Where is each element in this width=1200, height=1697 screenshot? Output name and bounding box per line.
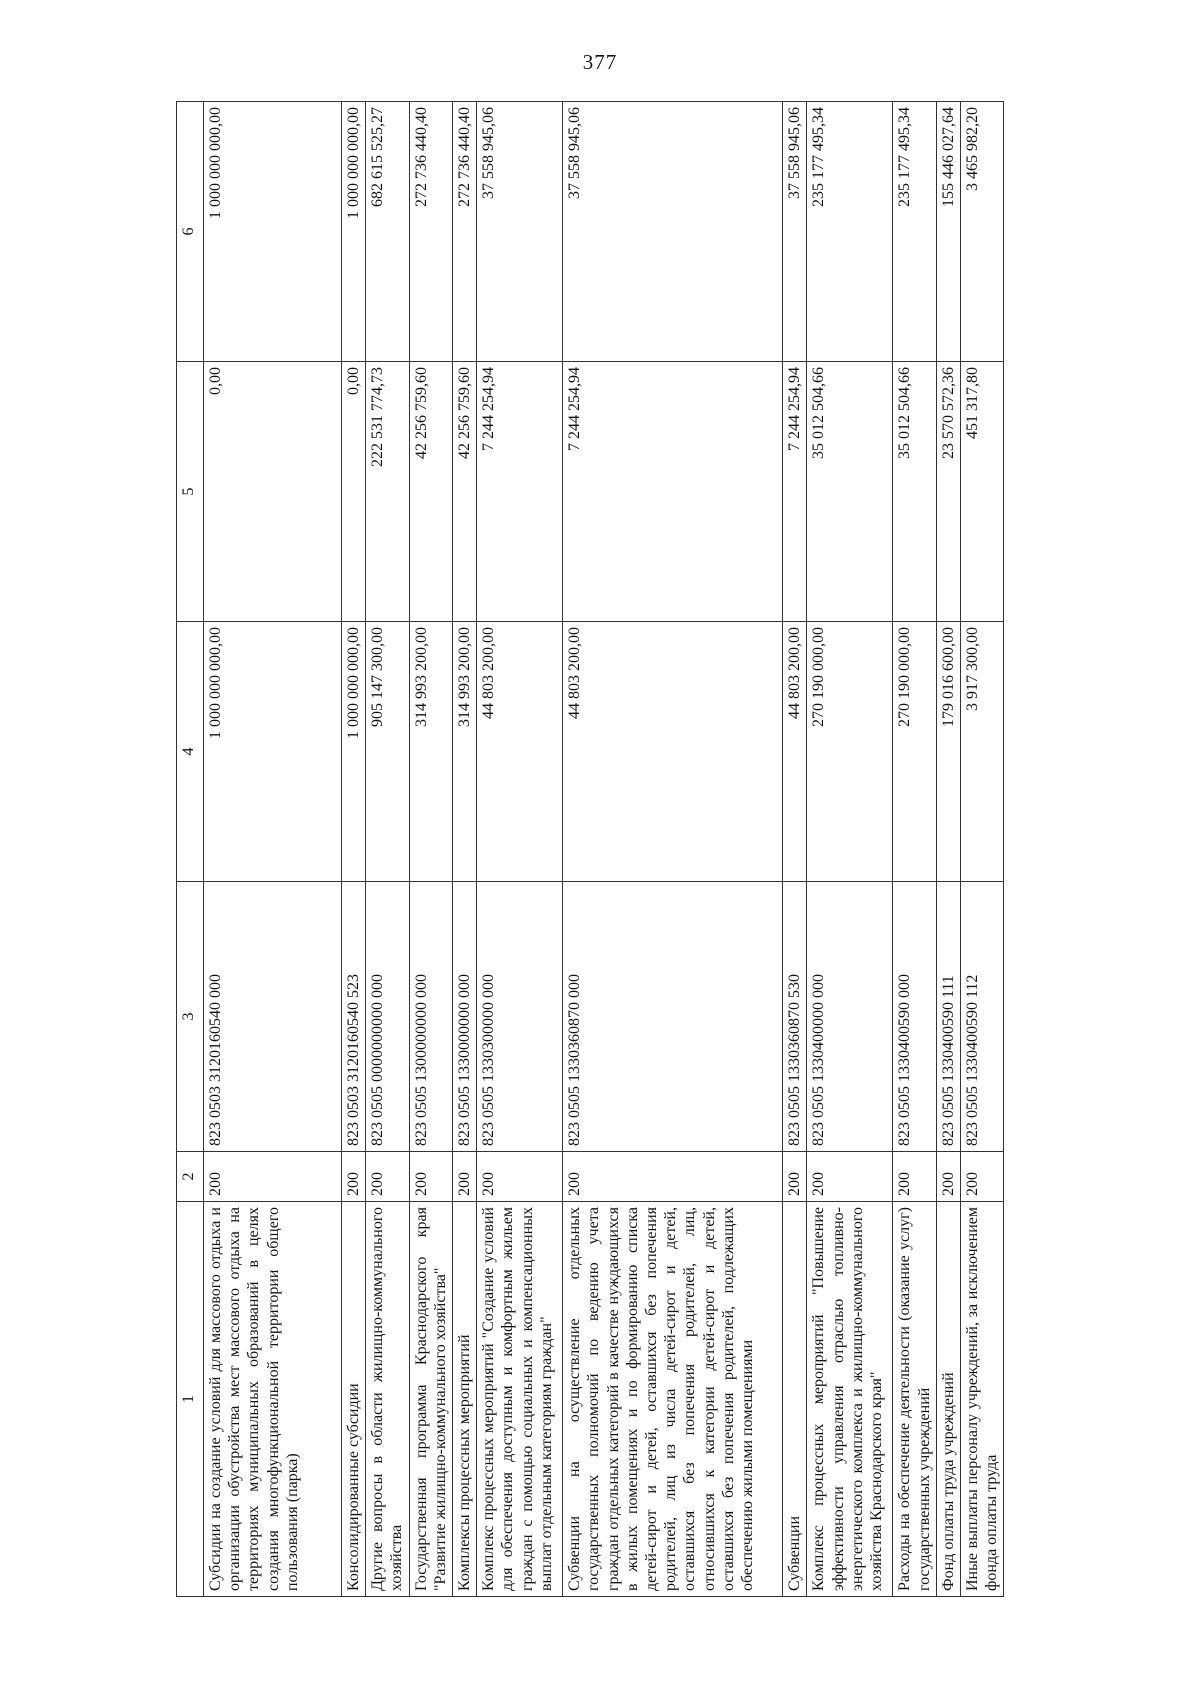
row-kbk-cell: 823 0505 1330360870 000 [563, 882, 783, 1152]
page-number: 377 [582, 50, 618, 74]
rotated-table-area [176, 102, 1200, 1597]
row-kbk-cell: 823 0505 1330300000 000 [477, 882, 563, 1152]
column-header-3: 3 [177, 882, 204, 1152]
row-col6-cell: 235 177 495,34 [807, 102, 893, 362]
row-col6-cell: 272 736 440,40 [409, 102, 452, 362]
row-kbk-cell: 823 0505 1330000000 000 [453, 882, 477, 1152]
row-col5-cell: 7 244 254,94 [783, 362, 807, 622]
row-col6-cell: 1 000 000 000,00 [342, 102, 366, 362]
row-col5-cell: 42 256 759,60 [409, 362, 452, 622]
row-kbk-cell: 823 0503 3120160540 523 [342, 882, 366, 1152]
row-col6-cell: 1 000 000 000,00 [204, 102, 342, 362]
row-col4-cell: 270 190 000,00 [807, 622, 893, 882]
row-code-cell: 200 [783, 1152, 807, 1202]
row-name-cell: Комплекс процессных мероприятий "Создание условий для обеспечения доступным и комфортным жильем граждан с помощью социальных и компенсационных выплат отдельным категориям граждан" [477, 1202, 563, 1597]
row-col4-cell: 314 993 200,00 [409, 622, 452, 882]
row-code-cell: 200 [961, 1152, 1004, 1202]
table-row [366, 102, 409, 1597]
table-header [177, 102, 204, 1597]
row-code-cell: 200 [477, 1152, 563, 1202]
table-row [893, 102, 936, 1597]
row-col4-cell: 44 803 200,00 [477, 622, 563, 882]
row-code-cell: 200 [366, 1152, 409, 1202]
row-col5-cell: 7 244 254,94 [563, 362, 783, 622]
rotated-table-container [176, 102, 1200, 1597]
row-col5-cell: 42 256 759,60 [453, 362, 477, 622]
table-header-row [177, 102, 204, 1597]
row-kbk-cell: 823 0505 1330400590 112 [961, 882, 1004, 1152]
row-name-cell: Фонд оплаты труда учреждений [936, 1202, 960, 1597]
row-col4-cell: 44 803 200,00 [563, 622, 783, 882]
row-col4-cell: 1 000 000 000,00 [204, 622, 342, 882]
row-kbk-cell: 823 0505 1330400000 000 [807, 882, 893, 1152]
row-col4-cell: 270 190 000,00 [893, 622, 936, 882]
row-code-cell: 200 [204, 1152, 342, 1202]
row-col6-cell: 682 615 525,27 [366, 102, 409, 362]
row-col5-cell: 0,00 [204, 362, 342, 622]
row-kbk-cell: 823 0505 0000000000 000 [366, 882, 409, 1152]
table-row [409, 102, 452, 1597]
row-kbk-cell: 823 0505 1330360870 530 [783, 882, 807, 1152]
table-row [936, 102, 960, 1597]
row-col5-cell: 35 012 504,66 [807, 362, 893, 622]
row-col4-cell: 3 917 300,00 [961, 622, 1004, 882]
row-col6-cell: 3 465 982,20 [961, 102, 1004, 362]
budget-table [176, 101, 1004, 1597]
row-code-cell: 200 [807, 1152, 893, 1202]
row-name-cell: Субвенции на осуществление отдельных государственных полномочий по ведению учета граждан отдельных категорий в качестве нуждающихся в жилых помещениях и по формированию списка детей-сирот и детей, оставшихся без попечения родителей, лиц из числа детей-сирот и детей, оставшихся без попечения родителей, лиц, относившихся к категории детей-сирот и детей, оставшихся без попечения родителей, подлежащих обеспечению жилыми помещениями [563, 1202, 783, 1597]
row-col5-cell: 23 570 572,36 [936, 362, 960, 622]
row-code-cell: 200 [936, 1152, 960, 1202]
table-row [807, 102, 893, 1597]
row-name-cell: Комплексы процессных мероприятий [453, 1202, 477, 1597]
row-name-cell: Расходы на обеспечение деятельности (оказание услуг) государственных учреждений [893, 1202, 936, 1597]
row-name-cell: Субвенции [783, 1202, 807, 1597]
row-col5-cell: 451 317,80 [961, 362, 1004, 622]
table-row [204, 102, 342, 1597]
row-name-cell: Государственная программа Краснодарского края "Развитие жилищно-коммунального хозяйства" [409, 1202, 452, 1597]
row-kbk-cell: 823 0505 1300000000 000 [409, 882, 452, 1152]
row-name-cell: Субсидии на создание условий для массового отдыха и организации обустройства мест массового отдыха на территориях муниципальных образований в целях создания многофункциональной территории общего пользования (парка) [204, 1202, 342, 1597]
table-row [563, 102, 783, 1597]
column-header-2: 2 [177, 1152, 204, 1202]
row-col4-cell: 44 803 200,00 [783, 622, 807, 882]
row-col4-cell: 314 993 200,00 [453, 622, 477, 882]
table-row [783, 102, 807, 1597]
row-col6-cell: 235 177 495,34 [893, 102, 936, 362]
row-col5-cell: 0,00 [342, 362, 366, 622]
row-col6-cell: 37 558 945,06 [477, 102, 563, 362]
table-row [961, 102, 1004, 1597]
row-col6-cell: 37 558 945,06 [783, 102, 807, 362]
row-col4-cell: 179 016 600,00 [936, 622, 960, 882]
column-header-5: 5 [177, 362, 204, 622]
row-kbk-cell: 823 0505 1330400590 111 [936, 882, 960, 1152]
row-code-cell: 200 [893, 1152, 936, 1202]
column-header-6: 6 [177, 102, 204, 362]
row-col4-cell: 905 147 300,00 [366, 622, 409, 882]
row-col4-cell: 1 000 000 000,00 [342, 622, 366, 882]
table-body [204, 102, 1004, 1597]
table-row [477, 102, 563, 1597]
row-name-cell: Другие вопросы в области жилищно-коммунального хозяйства [366, 1202, 409, 1597]
row-col5-cell: 35 012 504,66 [893, 362, 936, 622]
column-header-4: 4 [177, 622, 204, 882]
row-code-cell: 200 [453, 1152, 477, 1202]
column-header-1: 1 [177, 1202, 204, 1597]
row-name-cell: Консолидированные субсидии [342, 1202, 366, 1597]
row-code-cell: 200 [342, 1152, 366, 1202]
row-kbk-cell: 823 0505 1330400590 000 [893, 882, 936, 1152]
row-kbk-cell: 823 0503 3120160540 000 [204, 882, 342, 1152]
row-name-cell: Комплекс процессных мероприятий "Повышение эффективности управления отраслью топливно-энергетического комплекса и жилищно-коммунального хозяйства Краснодарского края" [807, 1202, 893, 1597]
row-code-cell: 200 [563, 1152, 783, 1202]
row-col6-cell: 155 446 027,64 [936, 102, 960, 362]
row-name-cell: Иные выплаты персоналу учреждений, за исключением фонда оплаты труда [961, 1202, 1004, 1597]
row-col5-cell: 222 531 774,73 [366, 362, 409, 622]
row-col6-cell: 272 736 440,40 [453, 102, 477, 362]
table-row [342, 102, 366, 1597]
row-col6-cell: 37 558 945,06 [563, 102, 783, 362]
table-row [453, 102, 477, 1597]
row-code-cell: 200 [409, 1152, 452, 1202]
row-col5-cell: 7 244 254,94 [477, 362, 563, 622]
